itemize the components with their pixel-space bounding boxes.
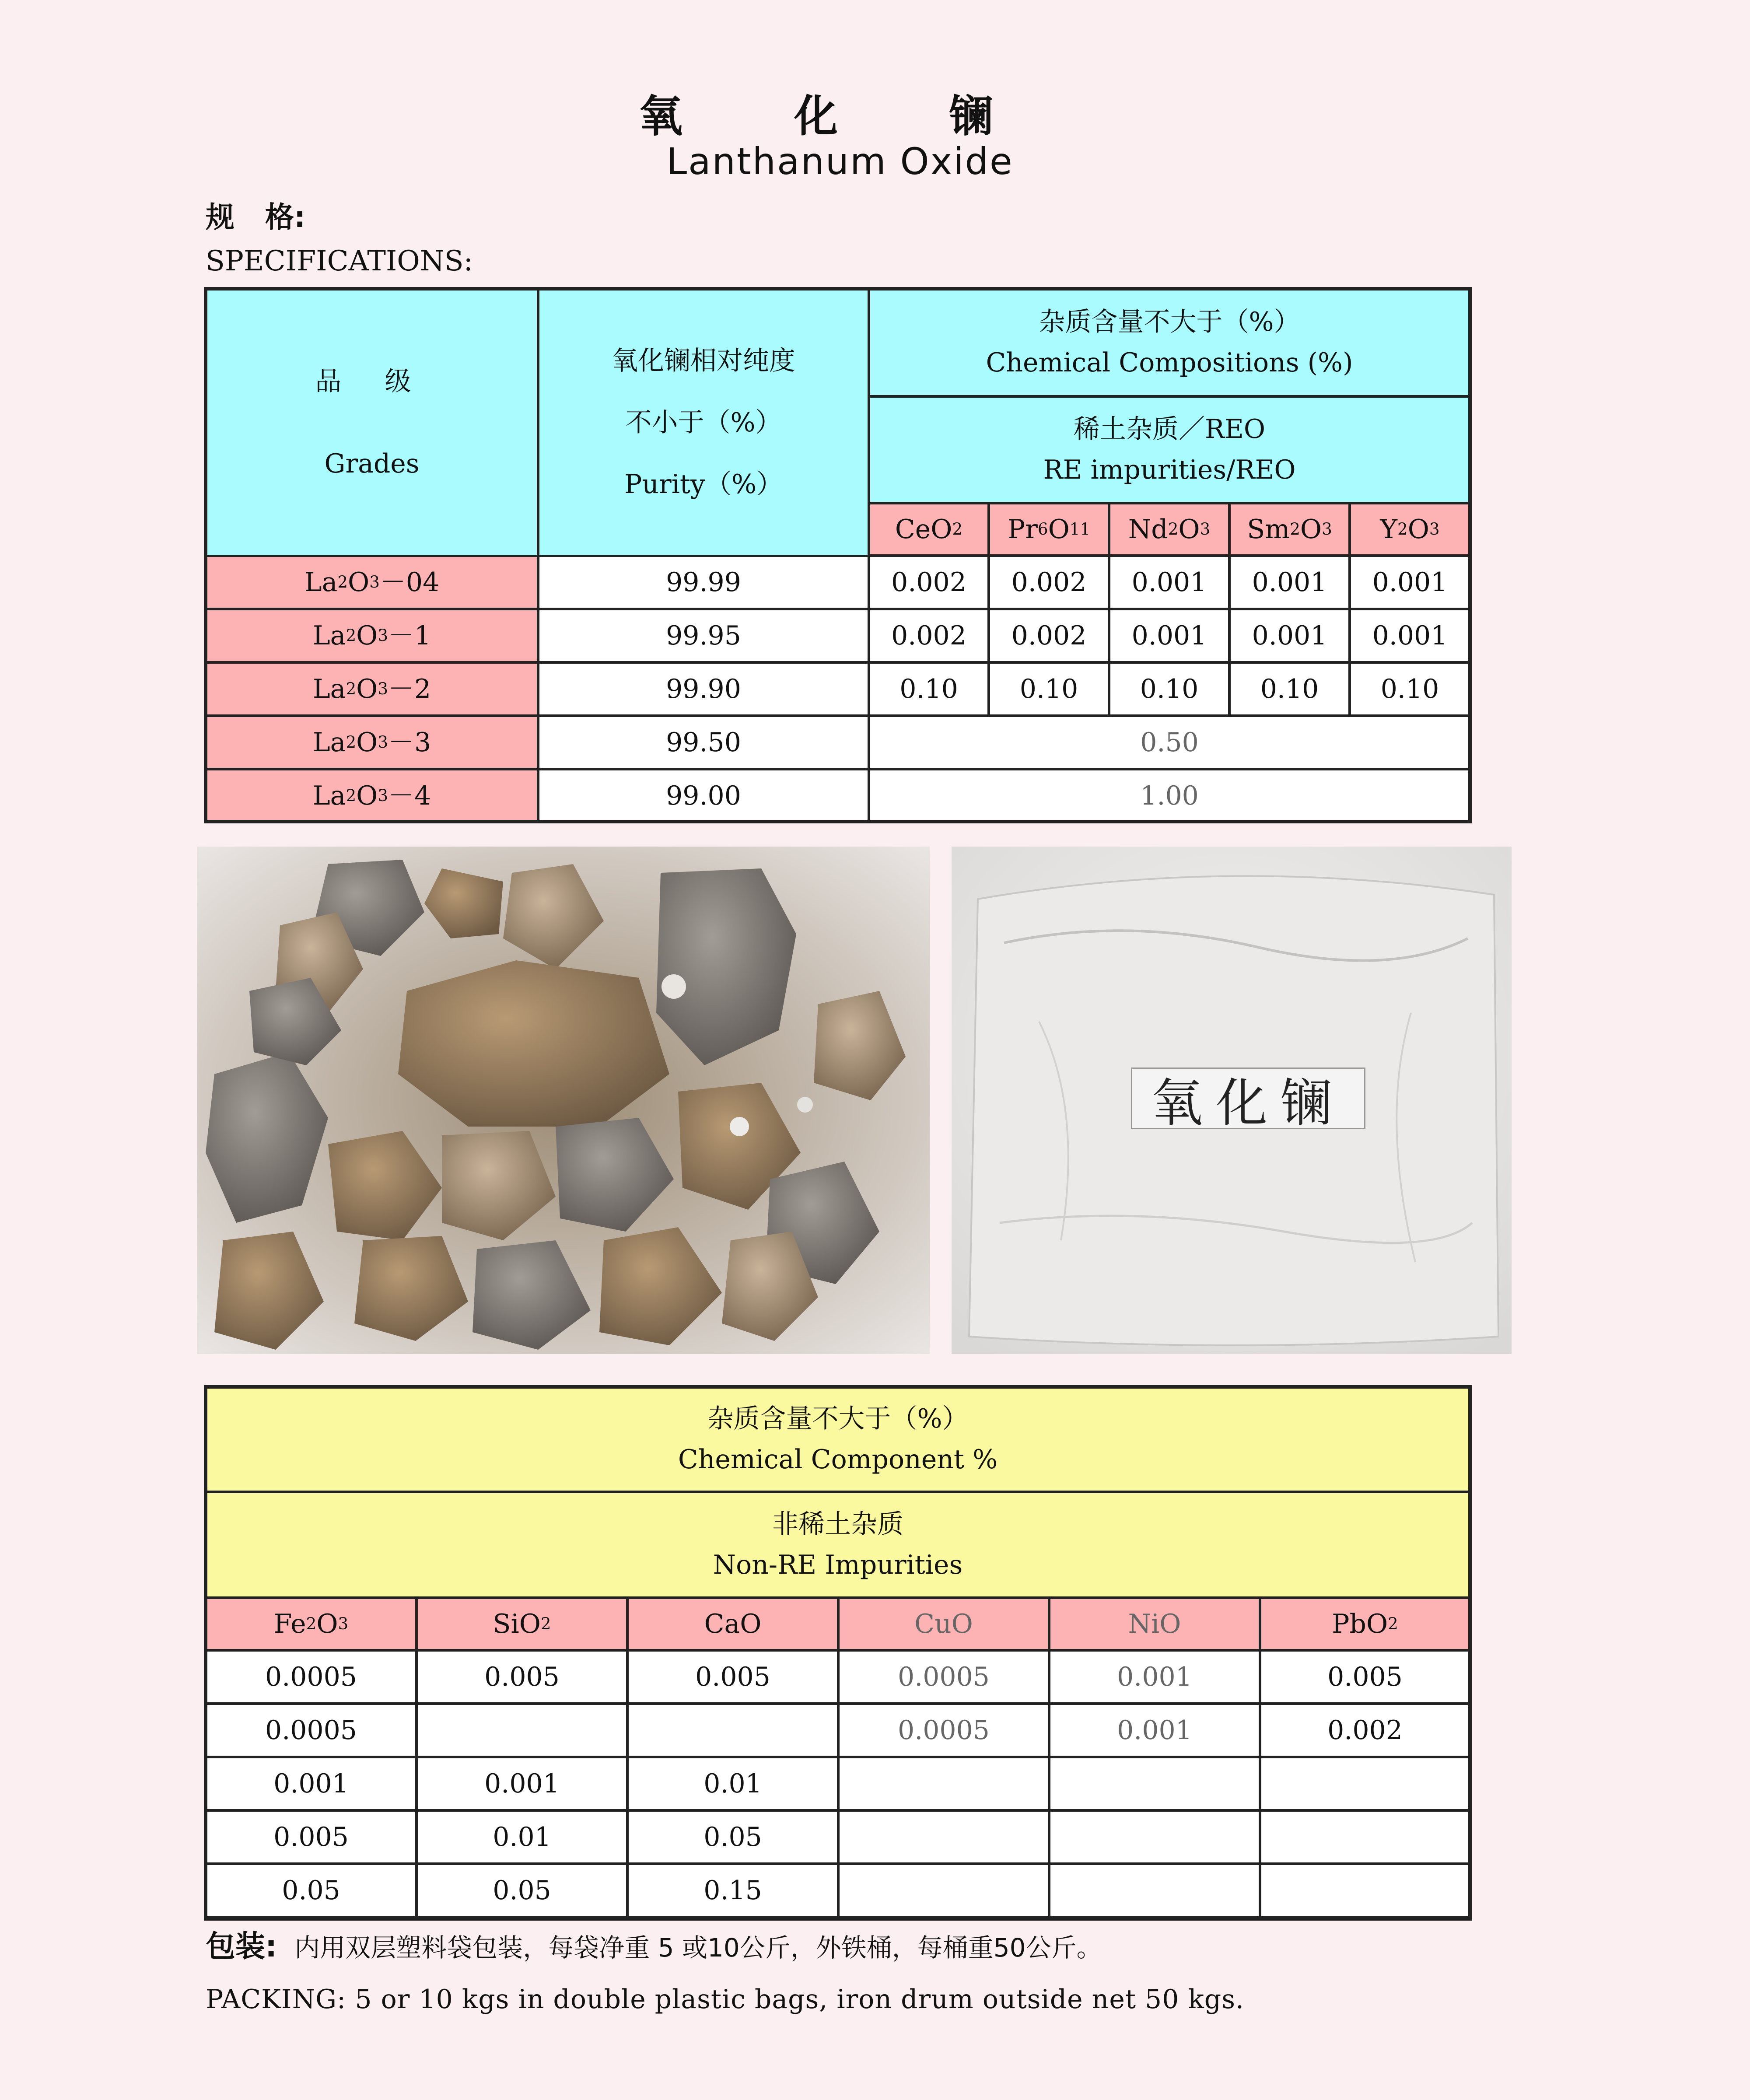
element-value-cell: 0.002 [1260,1704,1470,1757]
element-value-cell: 0.01 [627,1757,838,1810]
element-value-cell [627,1704,838,1757]
element-column-header: CuO [838,1598,1049,1650]
impurity-value-cell: 0.002 [989,556,1109,609]
impurity-merged-cell: 1.00 [869,769,1470,822]
packing-info-cn [206,1923,1102,1965]
impurity-value-cell: 0.001 [1109,609,1229,662]
element-value-cell [1049,1864,1260,1917]
impurity-value-cell: 0.002 [869,556,989,609]
element-value-cell: 0.005 [1260,1650,1470,1704]
page-title-en: Lanthanum Oxide [666,140,1014,183]
element-column-header: PbO 2 [1260,1598,1470,1650]
impurity-column-header: Nd 2 O 3 [1109,503,1229,556]
chemical-compositions-header-en: Chemical Compositions (%) [986,347,1353,378]
impurity-value-cell: 0.10 [1350,662,1470,716]
element-value-cell: 0.0005 [838,1704,1049,1757]
grade-cell: La 2 O 3 －3 [206,716,538,769]
impurity-value-cell: 0.002 [989,609,1109,662]
element-value-cell: 0.005 [206,1810,416,1864]
purity-header-cn1: 氧化镧相对纯度 [612,345,795,376]
rock-chunks-image [197,847,930,1354]
grade-cell: La 2 O 3 －1 [206,609,538,662]
element-value-cell [838,1810,1049,1864]
element-column-header: SiO 2 [416,1598,627,1650]
re-impurities-header-cn: 稀土杂质／REO [1073,414,1266,444]
grades-header-cn: 品 级 [315,366,429,397]
chemical-component-header-en: Chemical Component % [678,1444,998,1475]
purity-cell: 99.99 [538,556,869,609]
specifications-label-cn: 规 格: [206,200,306,234]
impurity-column-header: CeO 2 [869,503,989,556]
purity-cell: 99.90 [538,662,869,716]
impurity-column-header: Y 2 O 3 [1350,503,1470,556]
element-value-cell [838,1864,1049,1917]
element-value-cell: 0.001 [206,1757,416,1810]
impurity-value-cell: 0.001 [1229,609,1350,662]
element-value-cell: 0.001 [1049,1704,1260,1757]
element-column-header: CaO [627,1598,838,1650]
packing-text-cn: 内用双层塑料袋包装，每袋净重 5 或10公斤，外铁桶，每桶重50公斤。 [294,1933,1102,1963]
impurity-value-cell: 0.10 [1229,662,1350,716]
element-value-cell [416,1704,627,1757]
impurity-value-cell: 0.002 [869,609,989,662]
element-value-cell: 0.0005 [838,1650,1049,1704]
element-value-cell [838,1757,1049,1810]
element-value-cell: 0.05 [627,1810,838,1864]
chemical-compositions-header-cn: 杂质含量不大于（%） [1039,307,1300,337]
impurity-value-cell: 0.10 [869,662,989,716]
grade-cell: La 2 O 3 －04 [206,556,538,609]
purity-header [538,289,869,556]
element-column-header: Fe 2 O 3 [206,1598,416,1650]
element-value-cell: 0.05 [416,1864,627,1917]
impurity-merged-cell: 0.50 [869,716,1470,769]
packing-info-en: PACKING: 5 or 10 kgs in double plastic bags, iron drum outside net 50 kgs. [206,1984,1245,2015]
chemical-compositions-header [869,289,1470,396]
element-value-cell [1260,1757,1470,1810]
grades-header-en: Grades [324,448,420,479]
grades-header [206,289,538,556]
lanthanum-oxide-powder-bag-photo [952,847,1512,1354]
page-title-cn: 氧 化 镧 [639,91,1041,142]
element-value-cell: 0.15 [627,1864,838,1917]
non-re-impurities-header [206,1492,1470,1598]
purity-cell: 99.50 [538,716,869,769]
impurity-value-cell: 0.10 [989,662,1109,716]
element-value-cell: 0.001 [1049,1650,1260,1704]
element-value-cell: 0.01 [416,1810,627,1864]
grade-cell: La 2 O 3 －2 [206,662,538,716]
lanthanum-oxide-chunks-photo [197,847,930,1354]
re-impurities-header [869,396,1470,503]
bag-label: 氧化镧 [1131,1068,1365,1129]
purity-header-cn2: 不小于（%） [625,407,782,438]
purity-header-en: Purity（%） [624,469,783,500]
impurity-column-header: Sm 2 O 3 [1229,503,1350,556]
impurity-value-cell: 0.001 [1350,556,1470,609]
element-value-cell [1049,1757,1260,1810]
element-column-header: NiO [1049,1598,1260,1650]
element-value-cell: 0.001 [416,1757,627,1810]
re-impurities-header-en: RE impurities/REO [1043,455,1296,485]
purity-cell: 99.00 [538,769,869,822]
impurity-value-cell: 0.001 [1109,556,1229,609]
packing-label-cn: 包装: [206,1929,277,1964]
grade-cell: La 2 O 3 －4 [206,769,538,822]
purity-cell: 99.95 [538,609,869,662]
impurity-value-cell: 0.001 [1350,609,1470,662]
impurity-value-cell: 0.10 [1109,662,1229,716]
non-re-impurities-header-cn: 非稀土杂质 [772,1509,903,1540]
element-value-cell [1049,1810,1260,1864]
element-value-cell: 0.0005 [206,1650,416,1704]
element-value-cell [1260,1810,1470,1864]
non-re-impurities-header-en: Non-RE Impurities [713,1550,963,1580]
impurity-column-header: Pr 6 O 11 [989,503,1109,556]
impurity-value-cell: 0.001 [1229,556,1350,609]
element-value-cell: 0.0005 [206,1704,416,1757]
element-value-cell [1260,1864,1470,1917]
chemical-component-header [206,1387,1470,1492]
element-value-cell: 0.005 [416,1650,627,1704]
element-value-cell: 0.05 [206,1864,416,1917]
element-value-cell: 0.005 [627,1650,838,1704]
specifications-label-en: SPECIFICATIONS: [206,245,473,277]
chemical-component-header-cn: 杂质含量不大于（%） [707,1404,969,1434]
